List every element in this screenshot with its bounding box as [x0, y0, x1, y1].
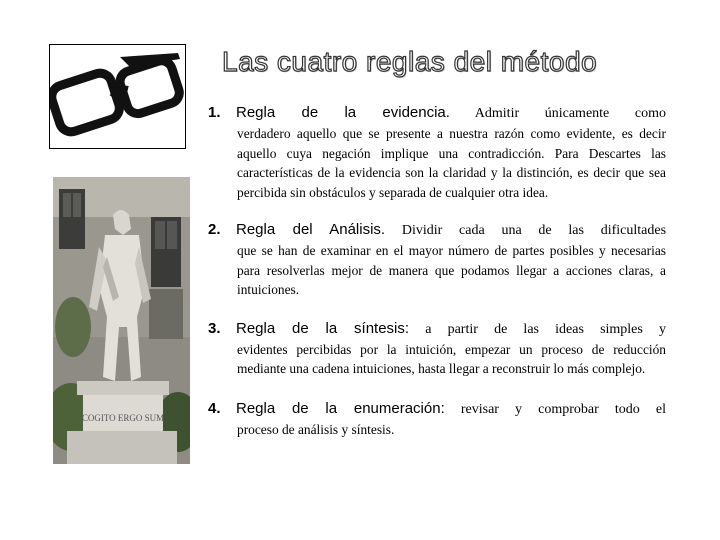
rule-number: 1.: [208, 104, 221, 121]
rule-description: que se han de examinar en el mayor número de partes posibles y necesarias para resolverlas mejor de manera que podamos llegar a acciones claras, a intuiciones.: [237, 243, 666, 297]
rule-number: 2.: [208, 221, 221, 238]
rule-lead-text: a partir de las ideas simples y: [425, 321, 667, 337]
rule-heading: [208, 220, 666, 241]
rule-lead-text: revisar y comprobar todo el: [460, 401, 666, 417]
descartes-statue-photo: [53, 177, 190, 464]
rule-lead-text: Admitir únicamente como: [474, 106, 666, 121]
rules-list: [208, 103, 666, 439]
rule-name: Regla de la enumeración:: [236, 399, 445, 417]
rule-number: 3.: [208, 319, 221, 337]
statue-inscription: COGITO ERGO SUM: [81, 413, 165, 423]
rule-heading: [208, 103, 666, 124]
rule-lead-text: Dividir cada una de las dificultades: [401, 223, 667, 238]
rule-item: [208, 399, 666, 440]
glasses-icon: [50, 45, 185, 148]
rule-description: proceso de análisis y síntesis.: [237, 421, 395, 437]
rule-number: 4.: [208, 399, 221, 417]
rule-heading: [208, 399, 666, 420]
rule-name: Regla del Análisis.: [236, 221, 386, 238]
rule-item: [208, 103, 666, 202]
rule-name: Regla de la evidencia.: [236, 104, 450, 121]
slide-title: Las cuatro reglas del método: [222, 46, 598, 77]
rule-description: evidentes percibidas por la intuición, empezar un proceso de reducción mediante una cadena intuiciones, hasta llegar a reconstruir lo más complejo.: [237, 341, 666, 376]
rule-description: verdadero aquello que se presente a nuestra razón como evidente, es decir aquello cuya negación implique una contradicción. Para Descartes las características de la evidencia son la claridad y la distinción, es decir que sea percibida sin obstáculos y separada de cualquier otra idea.: [237, 126, 666, 200]
rule-heading: [208, 319, 666, 340]
statue-image: [53, 177, 190, 464]
rule-name: Regla de la síntesis:: [236, 319, 410, 337]
glasses-illustration: [49, 44, 186, 149]
rule-item: [208, 220, 666, 300]
rule-item: [208, 319, 666, 379]
